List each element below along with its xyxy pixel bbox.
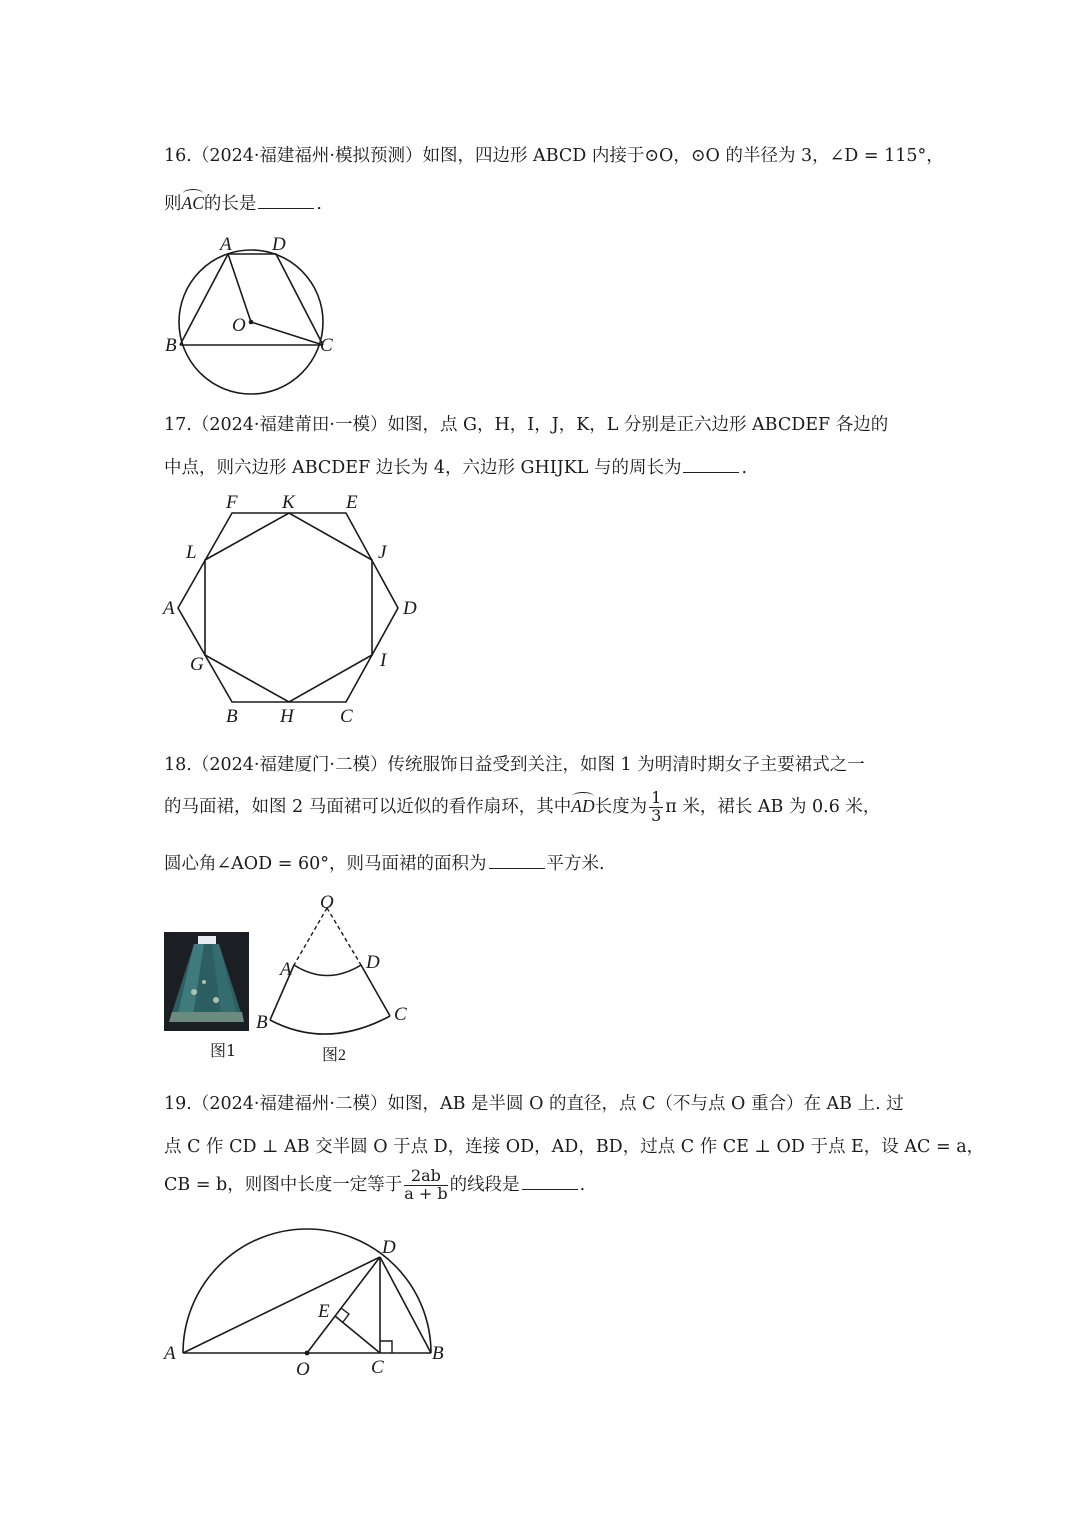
q16-line2-suffix: 的长是 bbox=[203, 194, 257, 214]
q19-label-o: O bbox=[296, 1359, 310, 1380]
q18-line3 bbox=[164, 850, 605, 875]
q16-label-o: O bbox=[232, 315, 246, 336]
q18-answer-blank[interactable] bbox=[489, 854, 545, 869]
q19-segment-ad bbox=[183, 1257, 380, 1353]
q19-segment-bd bbox=[380, 1257, 431, 1353]
q19-line3-suffix: 的线段是 bbox=[449, 1174, 520, 1195]
q18-line2 bbox=[164, 790, 880, 825]
q17-line2 bbox=[164, 454, 747, 479]
q17-label-a: A bbox=[163, 598, 175, 619]
q18-figure2 bbox=[252, 892, 422, 1067]
q17-label-g: G bbox=[190, 654, 204, 675]
q18-frac-den: 3 bbox=[651, 805, 662, 825]
q18-label-d: D bbox=[366, 952, 380, 973]
q19-line1: 19.（2024·福建福州·二模）如图，AB 是半圆 O 的直径，点 C（不与点 O 重合）在 AB 上. 过 bbox=[164, 1094, 904, 1114]
q19-line3-end: . bbox=[579, 1174, 586, 1195]
q17-label-c: C bbox=[340, 706, 353, 727]
q18-line1: 18.（2024·福建厦门·二模）传统服饰日益受到关注，如图 1 为明清时期女子主要裙式之一 bbox=[164, 755, 865, 775]
q19-line2: 点 C 作 CD ⊥ AB 交半圆 O 于点 D，连接 OD，AD，BD，过点 C 作 CE ⊥ OD 于点 E，设 AC = a， bbox=[164, 1137, 985, 1157]
q16-line1: 16.（2024·福建福州·模拟预测）如图，四边形 ABCD 内接于⊙O，⊙O 的半径为 3，∠D = 115°， bbox=[164, 146, 944, 166]
q19-label-c: C bbox=[371, 1357, 384, 1378]
q18-line2-mid: 长度为 bbox=[594, 796, 648, 817]
q18-fig2-caption: 图2 bbox=[322, 1047, 347, 1064]
q16-label-c: C bbox=[320, 335, 333, 356]
q16-line2 bbox=[164, 190, 322, 215]
q19-frac-num: 2ab bbox=[404, 1168, 447, 1186]
q19-right-angle-e bbox=[341, 1308, 349, 1322]
q18-arc-ad-line bbox=[294, 965, 361, 976]
q17-label-k: K bbox=[282, 492, 295, 513]
q18-skirt-photo bbox=[164, 932, 249, 1031]
q18-fraction bbox=[649, 790, 663, 825]
q19-center-dot bbox=[305, 1351, 310, 1356]
q19-figure bbox=[158, 1225, 458, 1385]
q17-hexagon-ghijkl bbox=[205, 513, 372, 702]
q19-line3 bbox=[164, 1168, 585, 1203]
q19-label-d: D bbox=[382, 1237, 396, 1258]
q18-label-o: O bbox=[320, 892, 334, 913]
q18-label-b: B bbox=[256, 1012, 268, 1033]
q17-hexagon-abcdef bbox=[178, 513, 398, 702]
q16-figure bbox=[160, 228, 350, 398]
q17-label-j: J bbox=[378, 542, 387, 563]
q17-label-f: F bbox=[226, 492, 238, 513]
q19-segment-ce bbox=[335, 1316, 380, 1353]
q16-answer-blank[interactable] bbox=[258, 194, 314, 209]
q18-arc-bc bbox=[270, 1016, 390, 1034]
q18-arc-ad: AD bbox=[571, 795, 595, 816]
q18-fig1-caption: 图1 bbox=[210, 1041, 237, 1060]
q17-line2-text: 中点，则六边形 ABCDEF 边长为 4，六边形 GHIJKL 与的周长为 bbox=[164, 458, 682, 478]
q19-right-angle-c bbox=[380, 1341, 392, 1353]
q17-answer-blank[interactable] bbox=[683, 458, 739, 473]
q19-frac-den: a + b bbox=[404, 1183, 448, 1203]
q16-radius-oa bbox=[228, 254, 251, 322]
q16-label-b: B bbox=[165, 335, 177, 356]
q19-label-e: E bbox=[318, 1301, 330, 1322]
q17-line2-end: . bbox=[741, 458, 748, 478]
q18-line2-suffix: π 米，裙长 AB 为 0.6 米， bbox=[665, 796, 881, 817]
q18-frac-num: 1 bbox=[651, 788, 662, 807]
q17-label-h: H bbox=[280, 706, 294, 727]
q18-label-c: C bbox=[394, 1004, 407, 1025]
q18-dashed-od bbox=[327, 908, 361, 965]
q18-line3-text: 圆心角∠AOD = 60°，则马面裙的面积为 bbox=[164, 854, 487, 874]
q18-line3-end: 平方米. bbox=[546, 854, 605, 874]
q19-fraction bbox=[404, 1168, 447, 1203]
q18-label-a: A bbox=[280, 959, 292, 980]
q19-line3-prefix: CB = b，则图中长度一定等于 bbox=[164, 1174, 403, 1195]
q18-line2-prefix: 的马面裙，如图 2 马面裙可以近似的看作扇环，其中 bbox=[164, 796, 572, 817]
skirt-image bbox=[164, 932, 249, 1031]
q17-label-l: L bbox=[186, 542, 197, 563]
q16-quadrilateral bbox=[180, 254, 323, 345]
q16-line2-prefix: 则 bbox=[164, 194, 182, 214]
q17-figure bbox=[158, 490, 428, 730]
q16-arc-ac: AC bbox=[181, 193, 204, 213]
q18-dashed-oa bbox=[294, 908, 327, 965]
q17-label-i: I bbox=[380, 650, 387, 671]
q17-label-d: D bbox=[403, 598, 417, 619]
q19-label-a: A bbox=[164, 1343, 176, 1364]
q17-line1: 17.（2024·福建莆田·一模）如图，点 G，H，I，J，K，L 分别是正六边形 ABCDEF 各边的 bbox=[164, 415, 889, 435]
q16-line2-end: . bbox=[316, 194, 322, 214]
q16-label-a: A bbox=[220, 234, 232, 255]
q16-label-d: D bbox=[272, 234, 286, 255]
q19-answer-blank[interactable] bbox=[522, 1175, 578, 1190]
q16-center-dot bbox=[249, 320, 254, 325]
q17-label-b: B bbox=[226, 706, 238, 727]
q19-label-b: B bbox=[432, 1343, 444, 1364]
q17-label-e: E bbox=[346, 492, 358, 513]
